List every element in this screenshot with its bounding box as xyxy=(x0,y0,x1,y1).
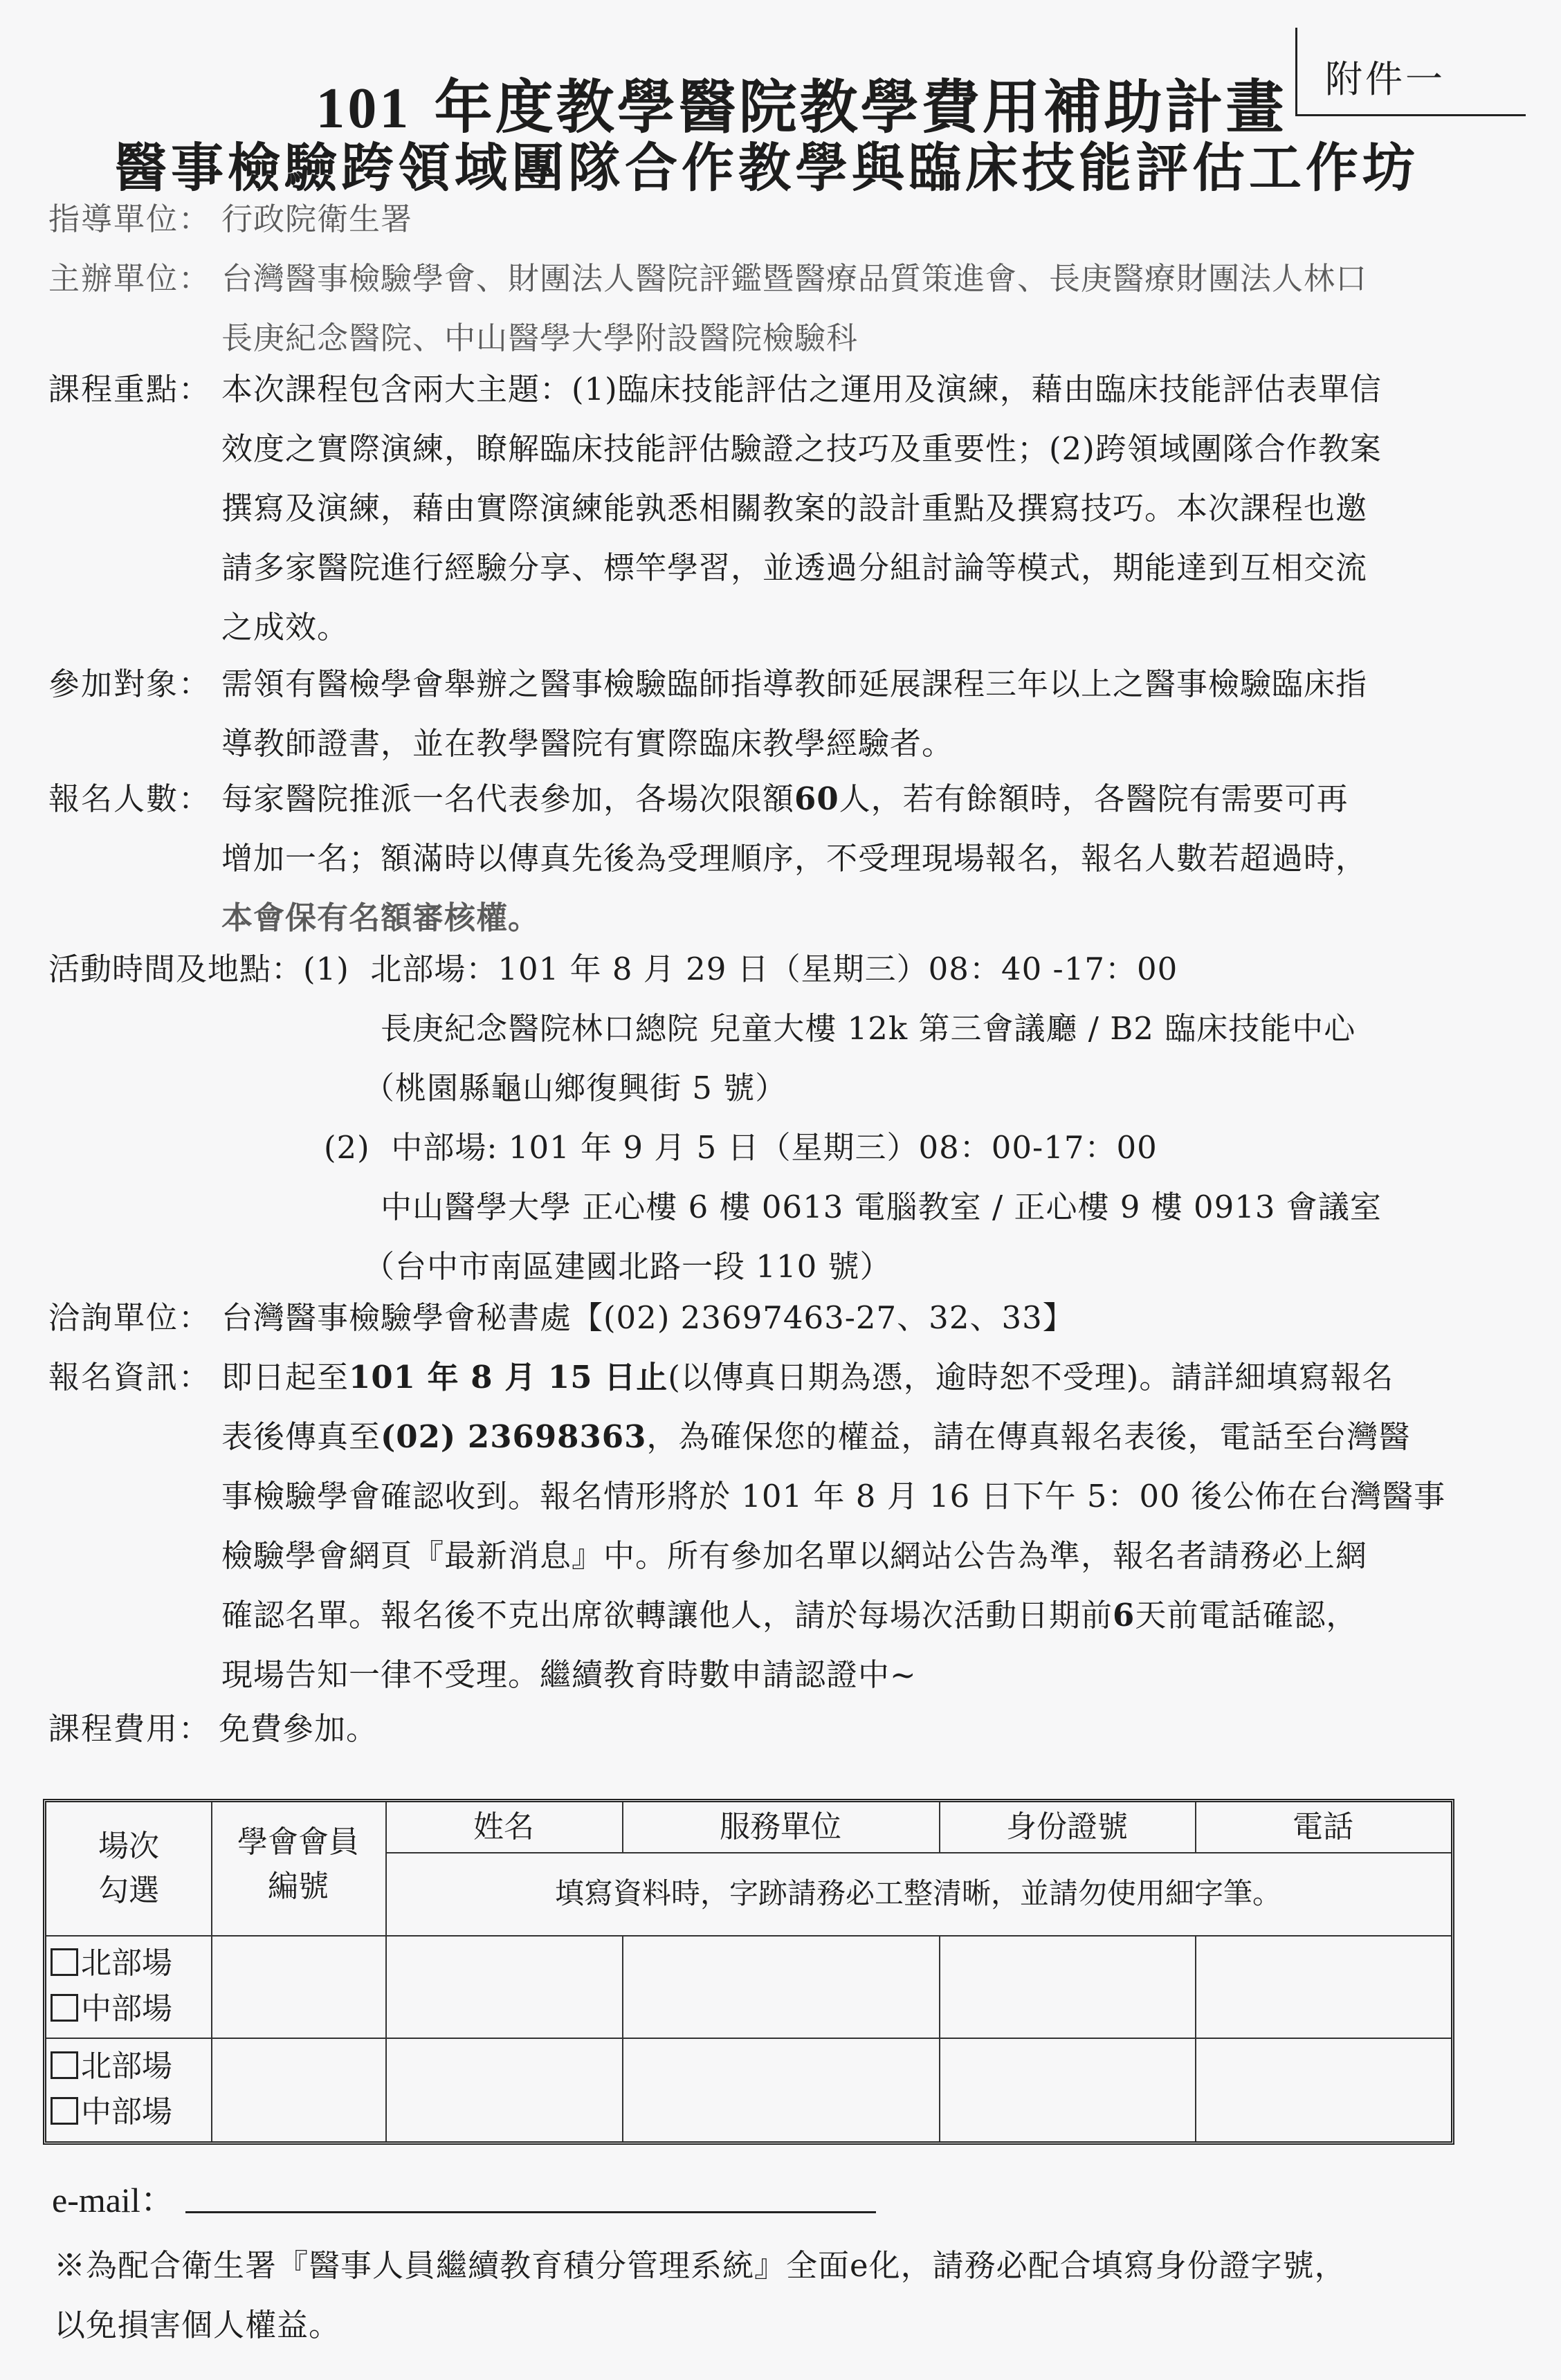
quota-text: 每家醫院推派一名代表參加，各場次限額 xyxy=(221,780,795,817)
registration-days: 6 xyxy=(1113,1597,1135,1633)
course-focus-line: 本次課程包含兩大主題：(1)臨床技能評估之運用及演練，藉由臨床技能評估表單信 xyxy=(221,371,1382,408)
checkbox-icon[interactable] xyxy=(51,2051,78,2079)
id-number-header: 身份證號 xyxy=(1006,1809,1128,1844)
quota-number: 60 xyxy=(794,780,839,817)
session-header-line: 勾選 xyxy=(98,1873,159,1908)
participants-label: 參加對象： xyxy=(48,666,212,702)
registration-text: (以傳真日期為憑，逾時恕不受理)。請詳細填寫報名 xyxy=(668,1359,1394,1395)
course-focus-line: 效度之實際演練，瞭解臨床技能評估驗證之技巧及重要性；(2)跨領域團隊合作教案 xyxy=(221,430,1382,467)
central-session-label: 中部場 xyxy=(81,1991,172,2026)
checkbox-icon[interactable] xyxy=(51,1994,78,2022)
course-focus-line: 請多家醫院進行經驗分享、標竿學習，並透過分組討論等模式，期能達到互相交流 xyxy=(221,549,1368,586)
member-header-line: 學會會員 xyxy=(237,1824,359,1860)
activity-central-venue: 中山醫學大學 正心樓 6 樓 0613 電腦教室 / 正心樓 9 樓 0913 會議室 xyxy=(381,1189,1382,1225)
guide-label: 指導單位： xyxy=(48,201,212,237)
name-input[interactable] xyxy=(385,1935,622,2038)
activity-north-time: 北部場：101 年 8 月 29 日（星期三）08：40 -17：00 xyxy=(370,951,1178,987)
footnote-line: ※為配合衛生署『醫事人員繼續教育積分管理系統』全面e化，請務必配合填寫身份證字號， xyxy=(54,2247,1347,2284)
north-session-option[interactable] xyxy=(51,2044,172,2089)
session-header-line: 場次 xyxy=(98,1829,159,1864)
registration-text: 確認名單。報名後不克出席欲轉讓他人，請於每場次活動日期前 xyxy=(221,1597,1113,1633)
service-unit-input[interactable] xyxy=(622,2038,939,2141)
registration-line: 檢驗學會網頁『最新消息』中。所有參加名單以網站公告為準，報名者請務必上網 xyxy=(221,1537,1368,1574)
member-number-input[interactable] xyxy=(211,1935,385,2038)
email-label: e-mail： xyxy=(52,2181,175,2219)
member-number-header xyxy=(211,1802,385,1935)
footnote-line: 以免損害個人權益。 xyxy=(54,2307,341,2343)
organizer-line: 台灣醫事檢驗學會、財團法人醫院評鑑暨醫療品質策進會、長庚醫療財團法人林口 xyxy=(221,260,1368,297)
service-unit-input[interactable] xyxy=(622,1935,939,2038)
north-session-label: 北部場 xyxy=(81,2049,172,2084)
registration-line: 現場告知一律不受理。繼續教育時數申請認證中~ xyxy=(221,1656,917,1693)
member-number-input[interactable] xyxy=(211,2038,385,2141)
email-input-line[interactable] xyxy=(185,2211,876,2213)
registration-deadline: 101 年 8 月 15 日止 xyxy=(349,1359,668,1395)
registration-table xyxy=(43,1799,1454,2145)
contact-text: 台灣醫事檢驗學會秘書處【(02) 23697463-27、32、33】 xyxy=(221,1299,1075,1336)
activity-central-time: 中部場: 101 年 9 月 5 日（星期三）08：00-17：00 xyxy=(391,1129,1158,1166)
central-session-option[interactable] xyxy=(51,1986,172,2032)
member-header-line: 編號 xyxy=(268,1869,329,1904)
phone-input[interactable] xyxy=(1195,2038,1451,2141)
quota-line: 增加一名；額滿時以傳真先後為受理順序，不受理現場報名，報名人數若超過時， xyxy=(221,840,1368,877)
registration-fax: (02) 23698363 xyxy=(381,1418,647,1455)
quota-line: 本會保有名額審核權。 xyxy=(221,899,540,936)
id-number-input[interactable] xyxy=(939,2038,1195,2141)
activity-central-number: (2) xyxy=(324,1129,370,1166)
quota-text: 人，若有餘額時，各醫院有需要可再 xyxy=(839,780,1349,817)
registration-line: 事檢驗學會確認收到。報名情形將於 101 年 8 月 16 日下午 5：00 後公佈在台灣醫事 xyxy=(221,1478,1446,1514)
registration-text: 天前電話確認， xyxy=(1135,1597,1358,1633)
central-session-option[interactable] xyxy=(51,2089,172,2135)
north-session-label: 北部場 xyxy=(81,1946,172,1981)
contact-label: 洽詢單位： xyxy=(48,1299,212,1336)
service-unit-header: 服務單位 xyxy=(720,1809,841,1844)
quota-label: 報名人數： xyxy=(48,780,212,817)
fee-label: 課程費用： xyxy=(48,1710,212,1747)
north-session-option[interactable] xyxy=(51,1941,172,1986)
course-focus-line: 之成效。 xyxy=(221,609,349,646)
name-header: 姓名 xyxy=(473,1809,534,1844)
phone-header: 電話 xyxy=(1293,1809,1353,1844)
checkbox-icon[interactable] xyxy=(51,2097,78,2125)
activity-north-number: (1) xyxy=(303,951,349,987)
registration-text: 即日起至 xyxy=(221,1359,349,1395)
title-text: 年度教學醫院教學費用補助計畫 xyxy=(434,73,1287,141)
registration-label: 報名資訊： xyxy=(48,1359,212,1395)
guide-text: 行政院衛生署 xyxy=(221,201,413,237)
fee-text: 免費參加。 xyxy=(219,1710,378,1747)
session-choice-row1 xyxy=(51,1935,211,2038)
document-subtitle: 醫事檢驗跨領域團隊合作教學與臨床技能評估工作坊 xyxy=(114,137,1419,199)
course-focus-label: 課程重點： xyxy=(48,371,212,408)
registration-text: 表後傳真至 xyxy=(221,1418,381,1455)
participants-line: 需領有醫檢學會舉辦之醫事檢驗臨師指導教師延展課程三年以上之醫事檢驗臨床指 xyxy=(221,666,1368,702)
fill-instruction: 填寫資料時，字跡請務必工整清晰，並請勿使用細字筆。 xyxy=(554,1876,1281,1910)
organizer-line: 長庚紀念醫院、中山醫學大學附設醫院檢驗科 xyxy=(221,320,859,356)
activity-block xyxy=(48,940,1382,1297)
phone-input[interactable] xyxy=(1195,1935,1451,2038)
name-input[interactable] xyxy=(385,2038,622,2141)
activity-label: 活動時間及地點： xyxy=(48,951,304,987)
registration-text: ，為確保您的權益，請在傳真報名表後，電話至台灣醫 xyxy=(646,1418,1411,1455)
organizer-label: 主辦單位： xyxy=(48,260,212,297)
checkbox-icon[interactable] xyxy=(51,1948,78,1976)
session-choice-row2 xyxy=(51,2038,211,2141)
session-header xyxy=(46,1802,211,1935)
activity-central-address: （台中市南區建國北路一段 110 號） xyxy=(363,1248,892,1285)
course-focus-line: 撰寫及演練，藉由實際演練能孰悉相關教案的設計重點及撰寫技巧。本次課程也邀 xyxy=(221,490,1368,527)
title-year: 101 xyxy=(316,76,412,140)
participants-line: 導教師證書，並在教學醫院有實際臨床教學經驗者。 xyxy=(221,725,954,762)
activity-north-address: （桃園縣龜山鄉復興街 5 號） xyxy=(363,1070,787,1106)
central-session-label: 中部場 xyxy=(81,2094,172,2130)
id-number-input[interactable] xyxy=(939,1935,1195,2038)
attachment-label: 附件一 xyxy=(1325,57,1445,101)
footnote xyxy=(54,2236,1347,2355)
activity-north-venue: 長庚紀念醫院林口總院 兒童大樓 12k 第三會議廳 / B2 臨床技能中心 xyxy=(381,1010,1356,1047)
